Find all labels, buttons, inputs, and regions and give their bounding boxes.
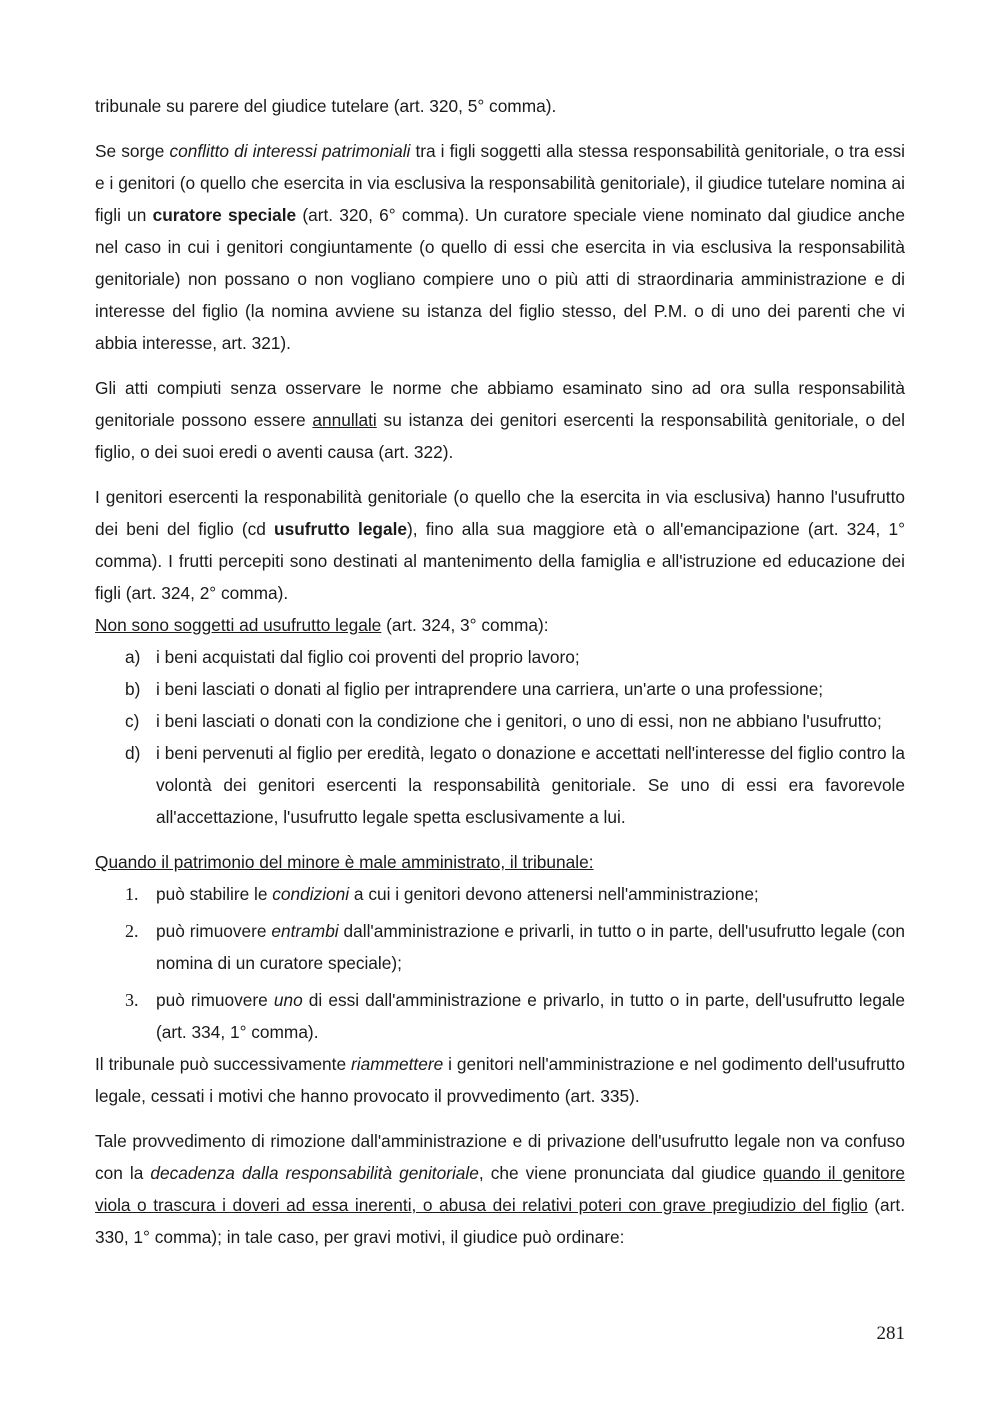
list-item: a) i beni acquistati dal figlio coi proventi del proprio lavoro; [125, 647, 580, 667]
paragraph-riammettere: Il tribunale può successivamente riammettere i genitori nell'amministrazione e nel godimento dell'usufrutto legale, cessati i motivi che hanno provocato il provvedimento (art. 335). [95, 1054, 905, 1106]
numbered-list [95, 878, 905, 1048]
document-page [95, 90, 905, 1253]
list-item: c) i beni lasciati o donati con la condizione che i genitori, o uno di essi, non ne abbiano l'usufrutto; [125, 711, 882, 731]
paragraph-decadenza: Tale provvedimento di rimozione dall'amministrazione e di privazione dell'usufrutto legale non va confuso con la decadenza dalla responsabilità genitoriale, che viene pronunciata dal giudice quando il genitore viola o trascura i doveri ad essa inerenti, o abusa dei relativi poteri con grave pregiudizio del figlio (art. 330, 1° comma); in tale caso, per gravi motivi, il giudice può ordinare: [95, 1131, 905, 1247]
paragraph-annullati: Gli atti compiuti senza osservare le norme che abbiamo esaminato sino ad ora sulla responsabilità genitoriale possono essere annullati su istanza dei genitori esercenti la responsabilità genitoriale, o del figlio, o dei suoi eredi o aventi causa (art. 322). [95, 378, 905, 462]
paragraph-0: tribunale su parere del giudice tutelare (art. 320, 5° comma). [95, 96, 557, 116]
list-item: d) i beni pervenuti al figlio per eredità, legato o donazione e accettati nell'interesse del figlio contro la volontà dei genitori esercenti la responsabilità genitoriale. Se uno di essi era favorevole all'accettazione, l'usufrutto legale spetta esclusivamente a lui. [125, 743, 905, 827]
list-item: b) i beni lasciati o donati al figlio per intraprendere una carriera, un'arte o una professione; [125, 679, 824, 699]
paragraph-usufrutto: I genitori esercenti la responabilità genitoriale (o quello che la esercita in via esclusiva) hanno l'usufrutto dei beni del figlio (cd usufrutto legale), fino alla sua maggiore età o all'emancipazione (art. 324, 1° comma). I frutti percepiti sono destinati al mantenimento della famiglia e all'istruzione ed educazione dei figli (art. 324, 2° comma). [95, 487, 905, 603]
paragraph-conflitto: Se sorge conflitto di interessi patrimoniali tra i figli soggetti alla stessa responsabilità genitoriale, o tra essi e i genitori (o quello che esercita in via esclusiva la responsabilità genitoriale), il giudice tutelare nomina ai figli un curatore speciale (art. 320, 6° comma). Un curatore speciale viene nominato dal giudice anche nel caso in cui i genitori congiuntamente (o quello di essi che esercita in via esclusiva la responsabilità genitoriale) non possano o non vogliano compiere uno o più atti di straordinaria amministrazione e di interesse del figlio (la nomina avviene su istanza del figlio stesso, del P.M. o di uno dei parenti che vi abbia interesse, art. 321). [95, 141, 906, 353]
paragraph-patrimonio: Quando il patrimonio del minore è male amministrato, il tribunale: [95, 852, 594, 872]
list-item: 1. può stabilire le condizioni a cui i genitori devono attenersi nell'amministrazione; [125, 884, 759, 904]
list-item: 2. può rimuovere entrambi dall'amministrazione e privarli, in tutto o in parte, dell'usufrutto legale (con nomina di un curatore speciale); [125, 921, 906, 973]
paragraph-non-soggetti: Non sono soggetti ad usufrutto legale (art. 324, 3° comma): [95, 615, 549, 635]
page-number: 281 [876, 1323, 905, 1344]
list-item: 3. può rimuovere uno di essi dall'amministrazione e privarlo, in tutto o in parte, dell'usufrutto legale (art. 334, 1° comma). [125, 990, 906, 1042]
lettered-list [95, 641, 905, 833]
